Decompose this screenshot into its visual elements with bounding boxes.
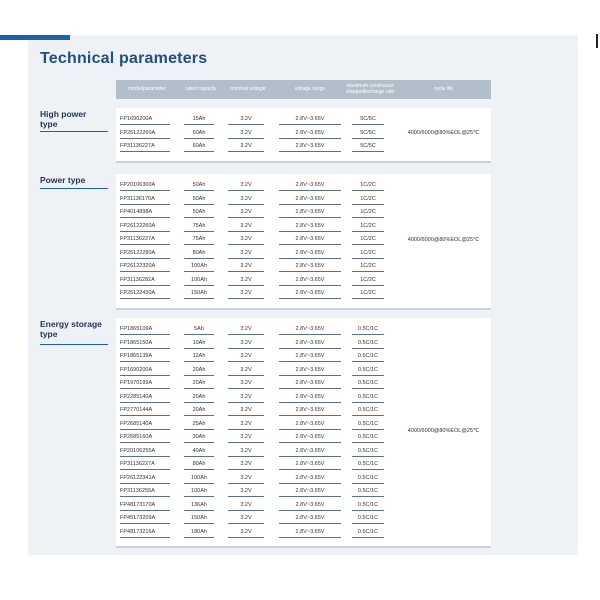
cell-voltage: 3.2V xyxy=(228,248,264,259)
table-row xyxy=(116,114,491,128)
cell-capacity: 75Ah xyxy=(184,234,214,245)
cell-voltage: 3.2V xyxy=(228,194,264,205)
cell-capacity: 20Ah xyxy=(184,378,214,389)
cell-model: FP26122341A xyxy=(120,473,170,484)
cell-model: FP31136282A xyxy=(120,275,170,286)
cell-model: FP31136227A xyxy=(120,459,170,470)
cell-capacity: 60Ah xyxy=(184,128,214,139)
cell-range: 2.8V~3.65V xyxy=(279,248,341,259)
cell-capacity: 50Ah xyxy=(184,180,214,191)
cell-voltage: 3.2V xyxy=(228,207,264,218)
cell-model: FP26122430A xyxy=(120,288,170,299)
cell-voltage: 3.2V xyxy=(228,180,264,191)
cell-voltage: 3.2V xyxy=(228,234,264,245)
section-label-rule xyxy=(40,188,108,189)
cell-capacity: 20Ah xyxy=(184,392,214,403)
cell-range: 2.8V~3.65V xyxy=(279,128,341,139)
table-row xyxy=(116,378,491,392)
cell-voltage: 3.2V xyxy=(228,446,264,457)
cell-range: 2.8V~3.65V xyxy=(279,419,341,430)
table-row xyxy=(116,288,491,302)
cell-voltage: 3.2V xyxy=(228,419,264,430)
table-row xyxy=(116,180,491,194)
header-life: cycle life xyxy=(433,85,454,92)
table-row xyxy=(116,500,491,514)
section-label-rule xyxy=(40,131,108,132)
cell-rate: 0.5C/1C xyxy=(352,324,384,335)
cell-capacity: 25Ah xyxy=(184,419,214,430)
table-row xyxy=(116,207,491,221)
cell-model: FP31136227A xyxy=(120,141,170,152)
cell-voltage: 3.2V xyxy=(228,114,264,125)
section-label xyxy=(40,110,86,129)
edge-mark xyxy=(596,34,598,48)
table-row xyxy=(116,527,491,541)
cell-rate: 1C/2C xyxy=(352,248,384,259)
cell-capacity: 75Ah xyxy=(184,221,214,232)
page-title: Technical parameters xyxy=(40,50,208,67)
cell-range: 2.8V~3.65V xyxy=(279,405,341,416)
cell-model: FP1865139A xyxy=(120,351,170,362)
cell-range: 2.8V~3.65V xyxy=(279,527,341,538)
cell-rate: 0.5C/1C xyxy=(352,338,384,349)
cell-capacity: 100Ah xyxy=(184,486,214,497)
cell-model: FP26122280A xyxy=(120,248,170,259)
table-row xyxy=(116,221,491,235)
cell-range: 2.8V~3.65V xyxy=(279,141,341,152)
cell-voltage: 3.2V xyxy=(228,338,264,349)
cell-rate: 0.5C/1C xyxy=(352,392,384,403)
table-row xyxy=(116,351,491,365)
cell-voltage: 3.2V xyxy=(228,288,264,299)
cell-range: 2.8V~3.65V xyxy=(279,459,341,470)
cell-range: 2.8V~3.65V xyxy=(279,324,341,335)
cell-model: FP4014898A xyxy=(120,207,170,218)
cell-rate: 0.5C/1C xyxy=(352,432,384,443)
cell-rate: 0.5C/1C xyxy=(352,405,384,416)
cell-voltage: 3.2V xyxy=(228,432,264,443)
cell-voltage: 3.2V xyxy=(228,392,264,403)
cell-range: 2.8V~3.65V xyxy=(279,432,341,443)
table-row xyxy=(116,275,491,289)
cell-capacity: 150Ah xyxy=(184,513,214,524)
section-label-rule xyxy=(40,344,108,345)
table-row xyxy=(116,446,491,460)
cell-model: FP1970199A xyxy=(120,378,170,389)
cell-rate: 0.5C/1C xyxy=(352,365,384,376)
cell-range: 2.8V~3.65V xyxy=(279,365,341,376)
cell-rate: 1C/2C xyxy=(352,194,384,205)
table-row xyxy=(116,473,491,487)
cell-range: 2.8V~3.65V xyxy=(279,180,341,191)
cell-capacity: 80Ah xyxy=(184,248,214,259)
cell-model: FP2685140A xyxy=(120,419,170,430)
cell-capacity: 20Ah xyxy=(184,365,214,376)
cell-model: FP2770144A xyxy=(120,405,170,416)
header-rate xyxy=(344,80,396,99)
cell-voltage: 3.2V xyxy=(228,128,264,139)
cell-rate: 0.5C/1C xyxy=(352,446,384,457)
cell-range: 2.8V~3.65V xyxy=(279,513,341,524)
cell-rate: 1C/2C xyxy=(352,288,384,299)
spec-table-section xyxy=(116,318,491,548)
cell-model: FP31136255A xyxy=(120,486,170,497)
table-row xyxy=(116,338,491,352)
cell-rate: 0.5C/1C xyxy=(352,513,384,524)
cell-cycle-life: 4000/6000@80%EOL@25℃ xyxy=(407,130,480,137)
cell-rate: 0.5C/1C xyxy=(352,473,384,484)
cell-model: FP1690200A xyxy=(120,365,170,376)
cell-voltage: 3.2V xyxy=(228,141,264,152)
section-label-line2: type xyxy=(40,328,58,339)
cell-voltage: 3.2V xyxy=(228,473,264,484)
section-label xyxy=(40,320,102,339)
cell-capacity: 12Ah xyxy=(184,351,214,362)
cell-cycle-life: 4000/6000@80%EOL@25℃ xyxy=(407,236,480,243)
cell-rate: 1C/2C xyxy=(352,180,384,191)
cell-capacity: 15Ah xyxy=(184,114,214,125)
cell-range: 2.8V~3.65V xyxy=(279,261,341,272)
cell-model: FP31136227A xyxy=(120,234,170,245)
cell-capacity: 50Ah xyxy=(184,207,214,218)
spec-table-section xyxy=(116,108,491,163)
cell-rate: 0.5C/1C xyxy=(352,500,384,511)
cell-capacity: 50Ah xyxy=(184,194,214,205)
cell-range: 2.8V~3.65V xyxy=(279,207,341,218)
cell-model: FP1865109A xyxy=(120,324,170,335)
section-label-line1: Energy storage xyxy=(40,319,102,329)
cell-voltage: 3.2V xyxy=(228,527,264,538)
cell-range: 2.8V~3.65V xyxy=(279,446,341,457)
cell-voltage: 3.2V xyxy=(228,261,264,272)
cell-voltage: 3.2V xyxy=(228,513,264,524)
cell-model: FP45173209A xyxy=(120,513,170,524)
cell-rate: 0.5C/1C xyxy=(352,527,384,538)
cell-rate: 1C/2C xyxy=(352,275,384,286)
cell-capacity: 20Ah xyxy=(184,405,214,416)
cell-model: FP26122260A xyxy=(120,128,170,139)
header-voltage: nominal voltage xyxy=(230,85,266,92)
table-row xyxy=(116,392,491,406)
cell-model: FP31136170A xyxy=(120,194,170,205)
table-row xyxy=(116,141,491,155)
cell-voltage: 3.2V xyxy=(228,365,264,376)
cell-rate: 0.5C/1C xyxy=(352,486,384,497)
cell-cycle-life: 4000/6000@80%EOL@25℃ xyxy=(407,428,480,434)
cell-range: 2.8V~3.65V xyxy=(279,351,341,362)
section-label xyxy=(40,176,85,186)
cell-voltage: 3.2V xyxy=(228,405,264,416)
cell-voltage: 3.2V xyxy=(228,275,264,286)
cell-range: 2.8V~3.65V xyxy=(279,486,341,497)
cell-rate: 1C/2C xyxy=(352,261,384,272)
cell-range: 2.8V~3.65V xyxy=(279,392,341,403)
table-row xyxy=(116,513,491,527)
cell-capacity: 136Ah xyxy=(184,500,214,511)
section-label-line2: type xyxy=(40,118,58,129)
cell-capacity: 100Ah xyxy=(184,275,214,286)
table-row xyxy=(116,459,491,473)
cell-voltage: 3.2V xyxy=(228,351,264,362)
cell-model: FP26122260A xyxy=(120,221,170,232)
cell-capacity: 150Ah xyxy=(184,288,214,299)
cell-model: FP2285140A xyxy=(120,392,170,403)
cell-rate: 0.5C/1C xyxy=(352,459,384,470)
cell-model: FP20106300A xyxy=(120,180,170,191)
cell-range: 2.8V~3.65V xyxy=(279,500,341,511)
cell-capacity: 60Ah xyxy=(184,141,214,152)
spec-table-section xyxy=(116,174,491,310)
header-rate-line2: charge/discharge rate xyxy=(345,88,395,95)
table-row xyxy=(116,248,491,262)
table-header xyxy=(116,80,491,99)
cell-range: 2.8V~3.65V xyxy=(279,338,341,349)
cell-range: 2.8V~3.65V xyxy=(279,288,341,299)
cell-model: FP1690200A xyxy=(120,114,170,125)
cell-rate: 5C/5C xyxy=(352,128,384,139)
cell-rate: 5C/5C xyxy=(352,141,384,152)
cell-voltage: 3.2V xyxy=(228,324,264,335)
table-row xyxy=(116,486,491,500)
cell-voltage: 3.2V xyxy=(228,459,264,470)
table-row xyxy=(116,261,491,275)
cell-voltage: 3.2V xyxy=(228,221,264,232)
cell-model: FP26122320A xyxy=(120,261,170,272)
header-range: voltage range xyxy=(294,85,326,92)
cell-range: 2.8V~3.65V xyxy=(279,234,341,245)
accent-bar xyxy=(0,35,70,40)
cell-rate: 0.5C/1C xyxy=(352,419,384,430)
cell-range: 2.8V~3.65V xyxy=(279,275,341,286)
cell-rate: 1C/2C xyxy=(352,207,384,218)
section-label-line1: Power type xyxy=(40,175,86,185)
cell-range: 2.8V~3.65V xyxy=(279,473,341,484)
cell-model: FP20106255A xyxy=(120,446,170,457)
cell-voltage: 3.2V xyxy=(228,486,264,497)
cell-capacity: 80Ah xyxy=(184,459,214,470)
header-model: model/parameter xyxy=(128,85,166,92)
cell-capacity: 5Ah xyxy=(184,324,214,335)
cell-model: FP2685160A xyxy=(120,432,170,443)
cell-rate: 5C/5C xyxy=(352,114,384,125)
cell-range: 2.8V~3.65V xyxy=(279,378,341,389)
cell-range: 2.8V~3.65V xyxy=(279,221,341,232)
table-row xyxy=(116,432,491,446)
cell-rate: 1C/2C xyxy=(352,234,384,245)
cell-voltage: 3.2V xyxy=(228,378,264,389)
cell-capacity: 100Ah xyxy=(184,261,214,272)
cell-rate: 0.5C/1C xyxy=(352,378,384,389)
table-row xyxy=(116,324,491,338)
header-capacity: rated capacity xyxy=(185,85,217,92)
cell-rate: 1C/2C xyxy=(352,221,384,232)
cell-rate: 0.5C/1C xyxy=(352,351,384,362)
section-label-line1: High power xyxy=(40,109,87,119)
table-row xyxy=(116,194,491,208)
cell-capacity: 10Ah xyxy=(184,338,214,349)
cell-capacity: 100Ah xyxy=(184,473,214,484)
cell-range: 2.8V~3.65V xyxy=(279,114,341,125)
table-row xyxy=(116,365,491,379)
cell-model: FP1865150A xyxy=(120,338,170,349)
cell-voltage: 3.2V xyxy=(228,500,264,511)
table-row xyxy=(116,405,491,419)
header-rate-line1: maximum continuous xyxy=(346,83,394,89)
cell-model: FP48173216A xyxy=(120,527,170,538)
cell-capacity: 180Ah xyxy=(184,527,214,538)
cell-capacity: 30Ah xyxy=(184,432,214,443)
cell-range: 2.8V~3.65V xyxy=(279,194,341,205)
cell-capacity: 40Ah xyxy=(184,446,214,457)
cell-model: FP48173170A xyxy=(120,500,170,511)
